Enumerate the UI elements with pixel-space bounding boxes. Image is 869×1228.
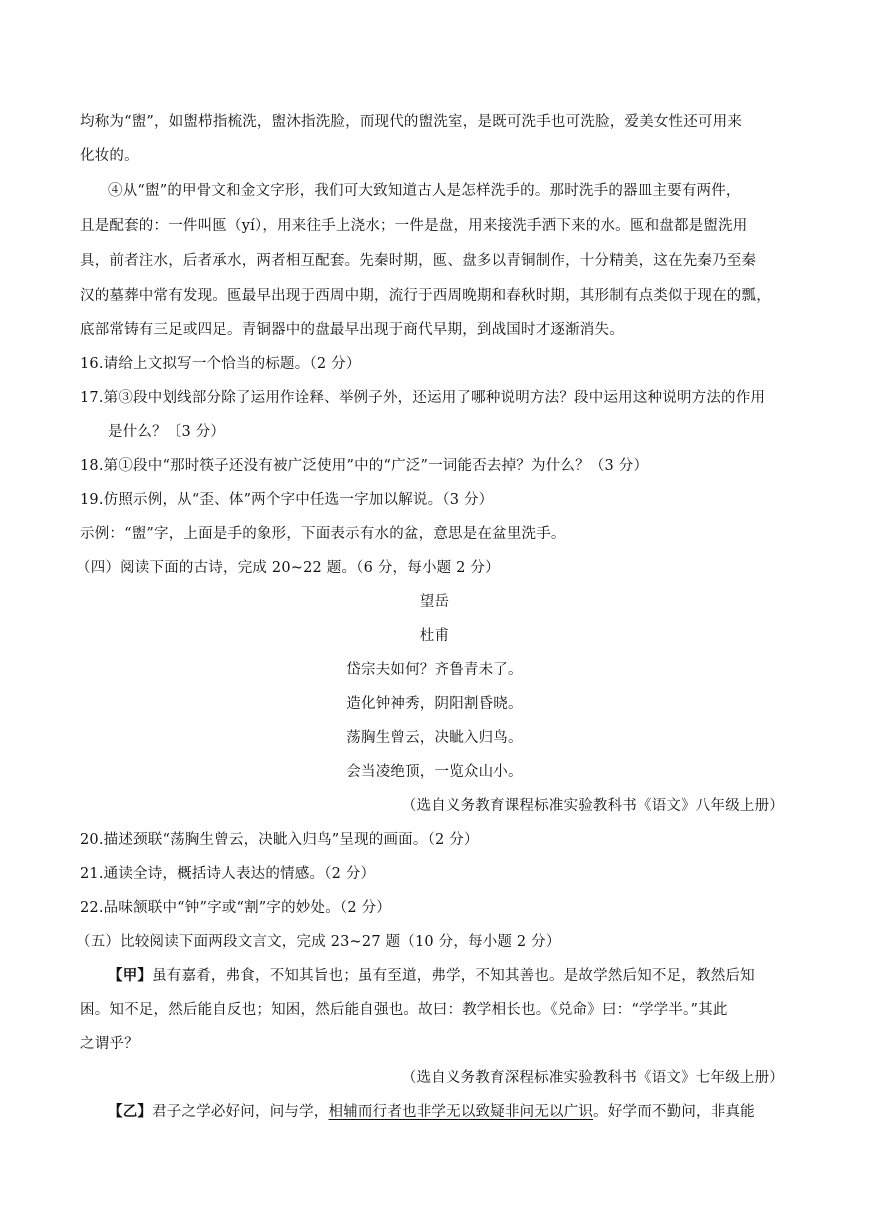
- question-19: 19.仿照示例，从“歪、体”两个字中任选一字加以解说。（3 分）: [80, 492, 494, 508]
- text-jia-line-2: 困。知不足，然后能自反也；知困，然后能自强也。故曰：教学相长也。《兑命》曰：“学学半。”其此: [80, 1002, 728, 1018]
- poem-line-1: 岱宗夫如何？齐鲁青未了。: [346, 662, 523, 678]
- text-yi-before: 君子之学必好问，问与学，: [152, 1104, 329, 1120]
- question-17-line-1: 17.第③段中划线部分除了运用作诠释、举例子外，还运用了哪种说明方法？段中运用这种说明方法的作用: [80, 390, 766, 406]
- poem-line-3: 荡胸生曾云，决眦入归鸟。: [346, 730, 523, 746]
- text-jia-line-1: [108, 966, 792, 986]
- text-yi-line-1: [108, 1102, 792, 1122]
- question-18: 18.第①段中“那时筷子还没有被广泛使用”中的“广泛”一词能否去掉？为什么？（3 分）: [80, 458, 649, 474]
- paragraph-4-line-2: 且是配套的：一件叫匜（yí），用来往手上浇水；一件是盘，用来接洗手洒下来的水。匜和盘都是盥洗用: [80, 218, 748, 234]
- passage-end-line-2: 化妆的。: [80, 148, 139, 164]
- question-22: 22.品味颔联中“钟”字或“割”字的妙处。（2 分）: [80, 900, 391, 916]
- poem-author: 杜甫: [419, 628, 450, 644]
- paragraph-4-line-5: 底部常铸有三足或四足。青铜器中的盘最早出现于商代早期，到战国时才逐渐消失。: [80, 322, 624, 338]
- section-4-heading: （四）阅读下面的古诗，完成 20~22 题。（6 分，每小题 2 分）: [76, 560, 500, 576]
- poem-title: 望岳: [419, 594, 450, 610]
- text-jia-source: （选自义务教育深程标准实验教科书《语文》七年级上册）: [401, 1070, 784, 1086]
- poem-source: （选自义务教育课程标准实验教科书《语文》八年级上册）: [401, 798, 784, 814]
- paragraph-4-line-3: 具，前者注水，后者承水，两者相互配套。先秦时期，匜、盘多以青铜制作，十分精美，这在先秦乃至秦: [80, 253, 757, 269]
- text-yi-label: 【乙】: [108, 1103, 153, 1120]
- text-jia-line-3: 之谓乎？: [80, 1036, 139, 1052]
- passage-end-line-1: 均称为“盥”，如盥栉指梳洗，盥沐指洗脸，而现代的盥洗室，是既可洗手也可洗脸，爱美女性还可用来: [80, 114, 743, 130]
- paragraph-4-line-4: 汉的墓葬中常有发现。匜最早出现于西周中期，流行于西周晚期和春秋时期，其形制有点类似于现在的瓢，: [80, 288, 771, 304]
- text-yi-after: 。好学而不勤问，非真能: [593, 1104, 755, 1120]
- question-17-line-2: 是什么？〔3 分）: [108, 424, 226, 440]
- question-19-example: 示例：“盥”字，上面是手的象形，下面表示有水的盆，意思是在盆里洗手。: [80, 526, 566, 542]
- section-5-heading: （五）比较阅读下面两段文言文，完成 23~27 题（10 分，每小题 2 分）: [76, 934, 561, 950]
- question-20: 20.描述颈联“荡胸生曾云，决眦入归鸟”呈现的画面。（2 分）: [80, 832, 479, 848]
- text-yi-underlined: 相辅而行者也非学无以致疑非问无以广识: [328, 1104, 594, 1120]
- text-jia-label: 【甲】: [108, 967, 153, 984]
- poem-line-2: 造化钟神秀，阴阳割昏晓。: [346, 696, 523, 712]
- paragraph-4-line-1: ④从“盥”的甲骨文和金文字形，我们可大致知道古人是怎样洗手的。那时洗手的器皿主要有两件，: [108, 183, 741, 199]
- text-jia-line-1-body: 虽有嘉肴，弗食，不知其旨也；虽有至道，弗学，不知其善也。是故学然后知不足，教然后知: [152, 968, 755, 984]
- poem-line-4: 会当凌绝顶，一览众山小。: [346, 764, 523, 780]
- question-16: 16.请给上文拟写一个恰当的标题。（2 分）: [80, 356, 361, 372]
- question-21: 21.通读全诗，概括诗人表达的情感。（2 分）: [80, 866, 376, 882]
